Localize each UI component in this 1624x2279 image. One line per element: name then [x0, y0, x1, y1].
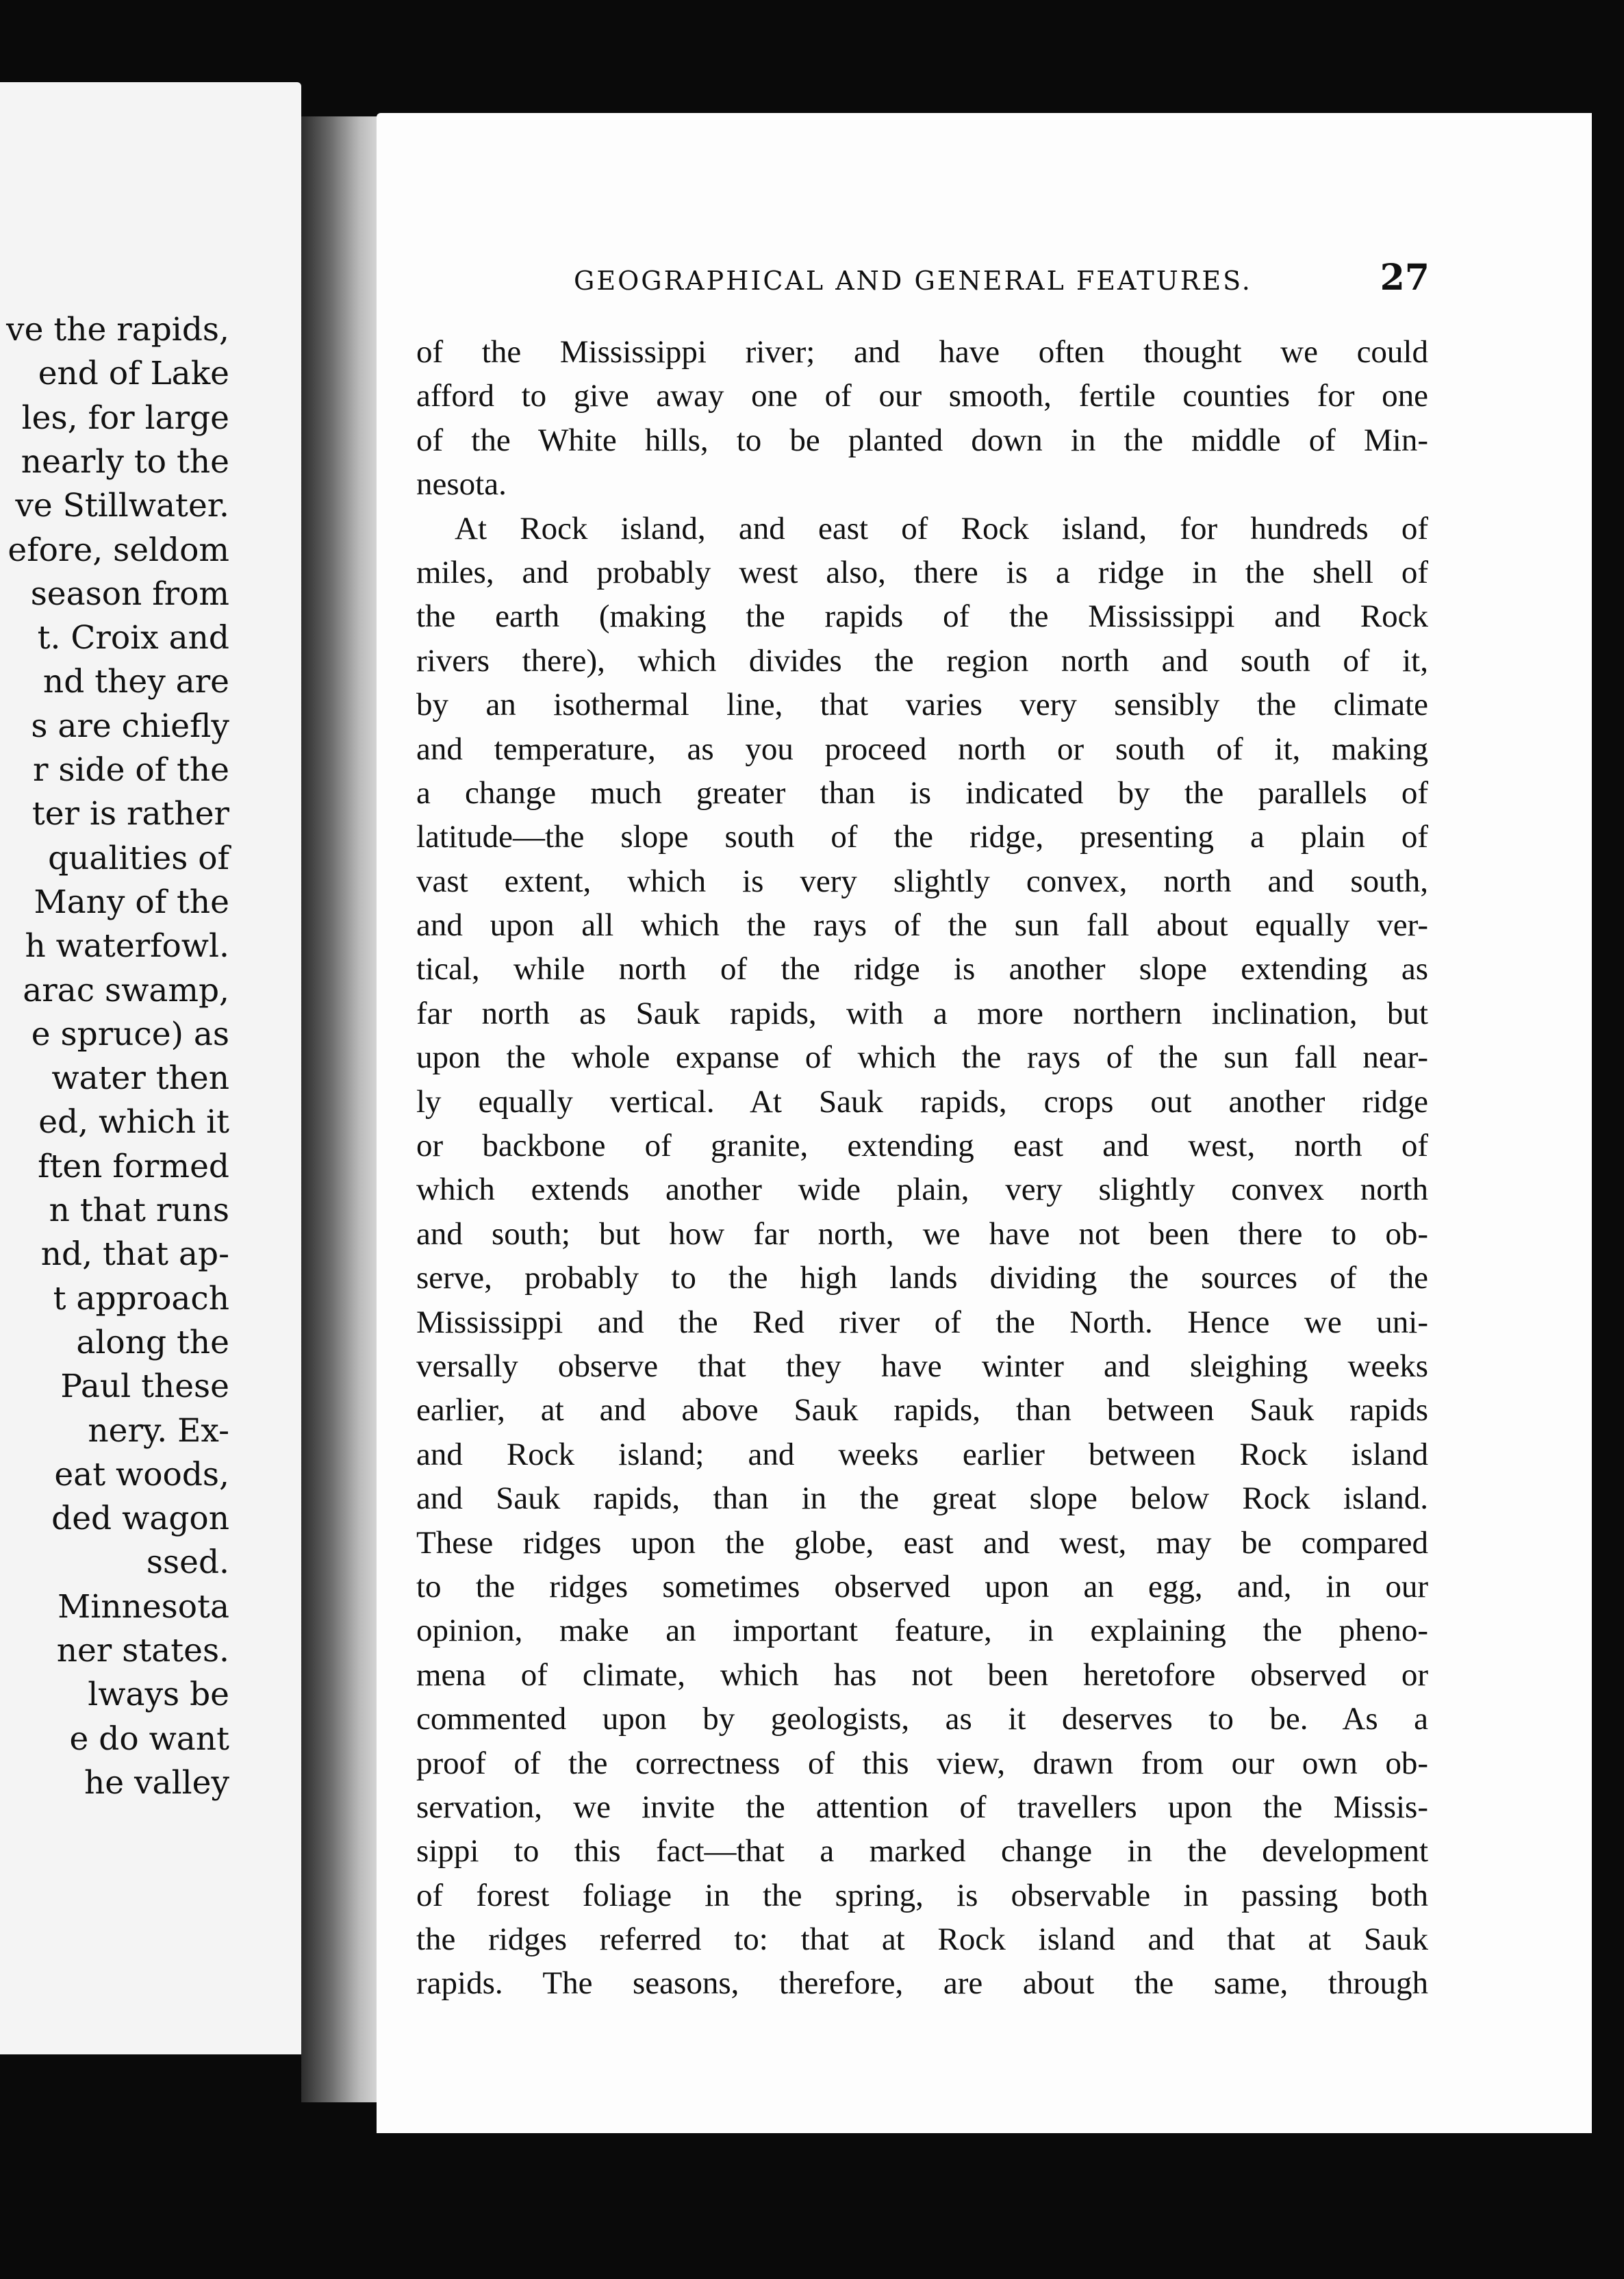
previous-page-line: s are chiefly	[31, 707, 229, 745]
book-gutter-shadow	[301, 116, 383, 2102]
previous-page-line: ve the rapids,	[6, 311, 229, 349]
text-line	[416, 815, 1428, 859]
text-line	[416, 594, 1428, 638]
text-line-content: and Rock island; and weeks earlier between Rock island	[416, 1436, 1428, 1472]
text-line	[416, 374, 1428, 418]
previous-page-line: ner states.	[56, 1632, 229, 1670]
text-line	[416, 1433, 1428, 1476]
text-line-content: sippi to this fact—that a marked change in the development	[416, 1833, 1428, 1869]
text-line	[416, 859, 1428, 903]
previous-page-line: e do want	[69, 1720, 229, 1758]
text-line-content: upon the whole expanse of which the rays of the sun fall near-	[416, 1040, 1428, 1076]
text-line	[416, 418, 1428, 462]
previous-page-line: Minnesota	[58, 1587, 229, 1626]
text-line	[416, 1917, 1428, 1961]
text-line	[416, 1124, 1428, 1168]
previous-page-line: e spruce) as	[31, 1015, 229, 1053]
text-line-content: tical, while north of the ridge is another slope extending as	[416, 951, 1428, 987]
previous-page-line: h waterfowl.	[25, 927, 229, 966]
previous-page-line: ssed.	[146, 1544, 229, 1582]
previous-page-line: qualities of	[48, 839, 229, 877]
text-line-content: mena of climate, which has not been heretofore observed or	[416, 1657, 1428, 1693]
text-line	[416, 1035, 1428, 1079]
text-line	[416, 1476, 1428, 1520]
text-line	[416, 992, 1428, 1035]
text-line-content: the earth (making the rapids of the Mississippi and Rock	[416, 599, 1428, 635]
text-line	[416, 771, 1428, 815]
text-line-content: and temperature, as you proceed north or south of it, making	[416, 731, 1428, 767]
previous-page-line: nd, that ap-	[40, 1235, 229, 1274]
previous-page-line: Paul these	[60, 1368, 229, 1406]
text-line	[416, 1300, 1428, 1344]
text-line	[416, 1521, 1428, 1565]
previous-page-line: t approach	[53, 1279, 229, 1318]
text-line-content: and upon all which the rays of the sun fall about equally ver-	[416, 907, 1428, 944]
previous-page-line: eat woods,	[54, 1455, 229, 1494]
text-line-content: Mississippi and the Red river of the North. Hence we uni-	[416, 1304, 1428, 1340]
text-line	[416, 1565, 1428, 1609]
previous-page-line: nd they are	[42, 663, 229, 701]
text-line	[416, 1961, 1428, 2005]
text-line	[416, 1168, 1428, 1211]
text-line-content: ly equally vertical. At Sauk rapids, crops out another ridge	[416, 1083, 1428, 1120]
text-line-content: by an isothermal line, that varies very sensibly the climate	[416, 687, 1428, 723]
text-line	[416, 947, 1428, 991]
previous-page-line: water then	[51, 1059, 229, 1098]
running-head: GEOGRAPHICAL AND GENERAL FEATURES.	[574, 266, 1252, 296]
text-line-content: earlier, at and above Sauk rapids, than between Sauk rapids	[416, 1392, 1428, 1428]
text-line-content: to the ridges sometimes observed upon an egg, and, in our	[416, 1568, 1428, 1604]
text-line	[416, 1256, 1428, 1300]
page-number: 27	[1380, 257, 1430, 299]
text-line-content: or backbone of granite, extending east and west, north of	[416, 1128, 1428, 1164]
text-line	[416, 1388, 1428, 1432]
text-line-content: miles, and probably west also, there is a ridge in the shell of	[416, 554, 1428, 590]
text-line-content: These ridges upon the globe, east and west, may be compared	[416, 1524, 1428, 1561]
text-line-content: servation, we invite the attention of travellers upon the Missis-	[416, 1789, 1428, 1825]
text-line	[416, 1785, 1428, 1829]
text-line-content: latitude—the slope south of the ridge, presenting a plain of	[416, 819, 1428, 855]
previous-page-line: ed, which it	[38, 1103, 229, 1142]
page-body-text	[416, 330, 1428, 2006]
text-line	[416, 1212, 1428, 1256]
text-line-content: rapids. The seasons, therefore, are about the same, through	[416, 1965, 1428, 2002]
previous-page-line: nearly to the	[21, 442, 229, 481]
previous-page-line: arac swamp,	[23, 971, 229, 1009]
previous-page-line: ded wagon	[51, 1500, 229, 1538]
previous-page-line: les, for large	[21, 399, 229, 437]
previous-page-line: r side of the	[32, 751, 229, 789]
text-line	[416, 1653, 1428, 1697]
text-line-content: proof of the correctness of this view, drawn from our own ob-	[416, 1745, 1428, 1781]
text-line-content: a change much greater than is indicated by the parallels of	[416, 775, 1428, 811]
previous-page	[0, 82, 301, 2054]
previous-page-line: season from	[30, 575, 229, 613]
text-line	[416, 1609, 1428, 1652]
text-line-content: nesota.	[416, 466, 507, 503]
text-line-content: far north as Sauk rapids, with a more northern inclination, but	[416, 995, 1428, 1031]
text-line	[416, 903, 1428, 947]
text-line-content: rivers there), which divides the region north and south of it,	[416, 642, 1428, 679]
previous-page-line: ften formed	[38, 1147, 229, 1185]
previous-page-line: ter is rather	[31, 795, 229, 833]
text-line	[416, 1829, 1428, 1873]
text-line-content: of forest foliage in the spring, is observable in passing both	[416, 1877, 1428, 1913]
previous-page-line: n that runs	[49, 1192, 229, 1229]
text-line-content: of the Mississippi river; and have often thought we could	[416, 334, 1428, 370]
text-line	[416, 639, 1428, 683]
text-line	[416, 1741, 1428, 1785]
previous-page-line: he valley	[84, 1763, 229, 1802]
text-line-content: versally observe that they have winter and sleighing weeks	[416, 1348, 1428, 1384]
text-line	[416, 1697, 1428, 1741]
text-line-content: vast extent, which is very slightly convex, north and south,	[416, 863, 1428, 899]
text-line-content: afford to give away one of our smooth, fertile counties for one	[416, 378, 1428, 414]
text-line-content: serve, probably to the high lands dividing the sources of the	[416, 1260, 1428, 1296]
previous-page-line: Many of the	[34, 883, 229, 921]
text-line-content: and Sauk rapids, than in the great slope below Rock island.	[416, 1481, 1428, 1517]
text-line	[416, 507, 1428, 551]
previous-page-line: ve Stillwater.	[15, 487, 229, 525]
text-line	[416, 462, 1428, 506]
previous-page-line: lways be	[88, 1676, 229, 1714]
page-header	[574, 257, 1430, 298]
text-line-content: of the White hills, to be planted down in the middle of Min-	[416, 422, 1428, 458]
text-line-content: opinion, make an important feature, in explaining the pheno-	[416, 1613, 1428, 1649]
text-line-content: At Rock island, and east of Rock island, for hundreds of	[455, 510, 1428, 546]
text-line	[416, 1080, 1428, 1124]
previous-page-line: along the	[76, 1323, 229, 1361]
text-line	[416, 727, 1428, 771]
previous-page-line: end of Lake	[38, 355, 229, 393]
previous-page-line: t. Croix and	[37, 619, 229, 657]
text-line-content: which extends another wide plain, very slightly convex north	[416, 1172, 1428, 1208]
previous-page-line: nery. Ex-	[88, 1411, 229, 1450]
text-line	[416, 683, 1428, 727]
text-line	[416, 1874, 1428, 1917]
previous-page-line: efore, seldom	[8, 531, 229, 569]
text-line	[416, 551, 1428, 594]
text-line-content: the ridges referred to: that at Rock island and that at Sauk	[416, 1922, 1428, 1958]
text-line-content: and south; but how far north, we have not been there to ob-	[416, 1216, 1428, 1252]
text-line	[416, 1344, 1428, 1388]
text-line	[416, 330, 1428, 374]
text-line-content: commented upon by geologists, as it deserves to be. As a	[416, 1701, 1428, 1737]
